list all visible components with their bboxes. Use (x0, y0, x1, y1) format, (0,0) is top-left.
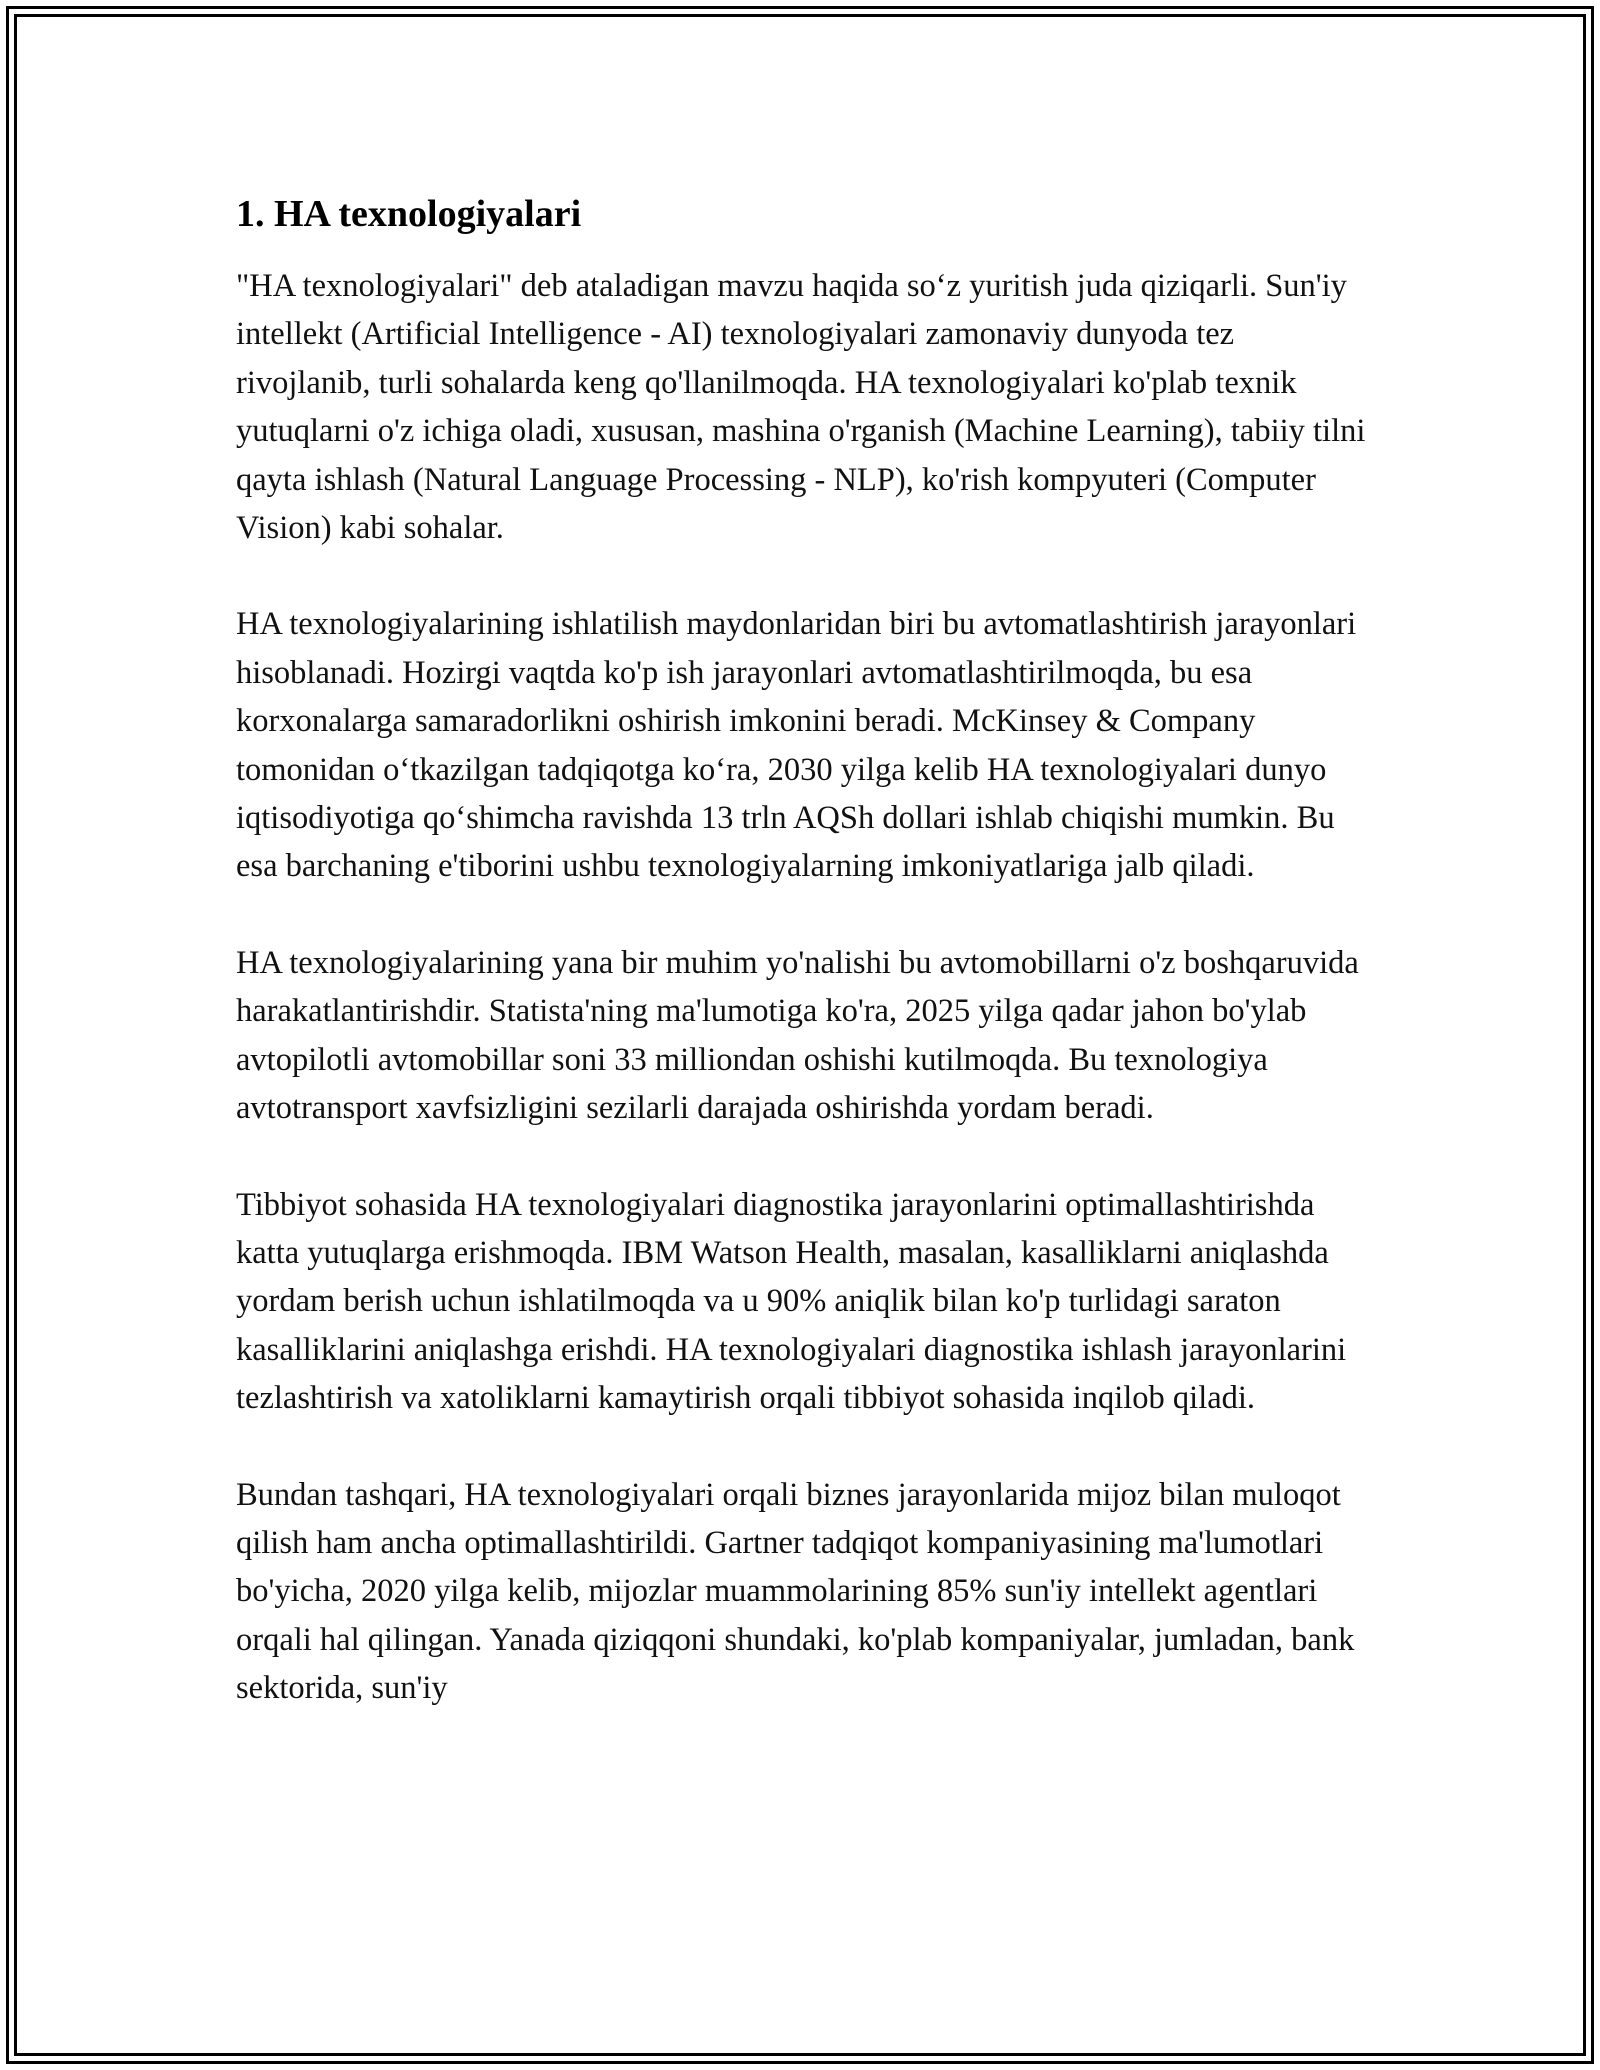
section-heading: 1. HA texnologiyalari (236, 193, 582, 235)
paragraph-autonomous-vehicles: HA texnologiyalarining yana bir muhim yo'nalishi bu avtomobillarni o'z boshqaruvida harakatlantirishdir. Statista'ning ma'lumotiga ko'ra, 2025 yilga qadar jahon bo'ylab avtopilotli avtomobillar soni 33 milliondan oshishi kutilmoqda. Bu texnologiya avtotransport xavfsizligini sezilarli darajada oshirishda yordam beradi. (236, 944, 1359, 1127)
paragraph-business: Bundan tashqari, HA texnologiyalari orqali biznes jarayonlarida mijoz bilan muloqot qilish ham ancha optimallashtirildi. Gartner tadqiqot kompaniyasining ma'lumotlari bo'yicha, 2020 yilga kelib, mijozlar muammolarining 85% sun'iy intellekt agentlari orqali hal qilingan. Yanada qiziqqoni shundaki, ko'plab kompaniyalar, jumladan, bank sektorida, sun'iy (236, 1476, 1355, 1707)
document-body (236, 186, 1366, 1761)
paragraph-healthcare: Tibbiyot sohasida HA texnologiyalari diagnostika jarayonlarini optimallashtirishda katta yutuqlarga erishmoqda. IBM Watson Health, masalan, kasalliklarni aniqlashda yordam berish uchun ishlatilmoqda va u 90% aniqlik bilan ko'p turlidagi saraton kasalliklarini aniqlashga erishdi. HA texnologiyalari diagnostika ishlash jarayonlarini tezlashtirish va xatoliklarni kamaytirish orqali tibbiyot sohasida inqilob qiladi. (236, 1186, 1347, 1417)
paragraph-automation: HA texnologiyalarining ishlatilish maydonlaridan biri bu avtomatlashtirish jarayonlari hisoblanadi. Hozirgi vaqtda ko'p ish jarayonlari avtomatlashtirilmoqda, bu esa korxonalarga samaradorlikni oshirish imkonini beradi. McKinsey & Company tomonidan o‘tkazilgan tadqiqotga ko‘ra, 2030 yilga kelib HA texnologiyalari dunyo iqtisodiyotiga qo‘shimcha ravishda 13 trln AQSh dollari ishlab chiqishi mumkin. Bu esa barchaning e'tiborini ushbu texnologiyalarning imkoniyatlariga jalb qiladi. (236, 606, 1357, 885)
paragraph-intro: "HA texnologiyalari" deb ataladigan mavzu haqida so‘z yuritish juda qiziqarli. Sun'iy intellekt (Artificial Intelligence - AI) texnologiyalari zamonaviy dunyoda tez rivojlanib, turli sohalarda keng qo'llanilmoqda. HA texnologiyalari ko'plab texnik yutuqlarni o'z ichiga oladi, xususan, mashina o'rganish (Machine Learning), tabiiy tilni qayta ishlash (Natural Language Processing - NLP), ko'rish kompyuteri (Computer Vision) kabi sohalar. (236, 268, 1366, 547)
